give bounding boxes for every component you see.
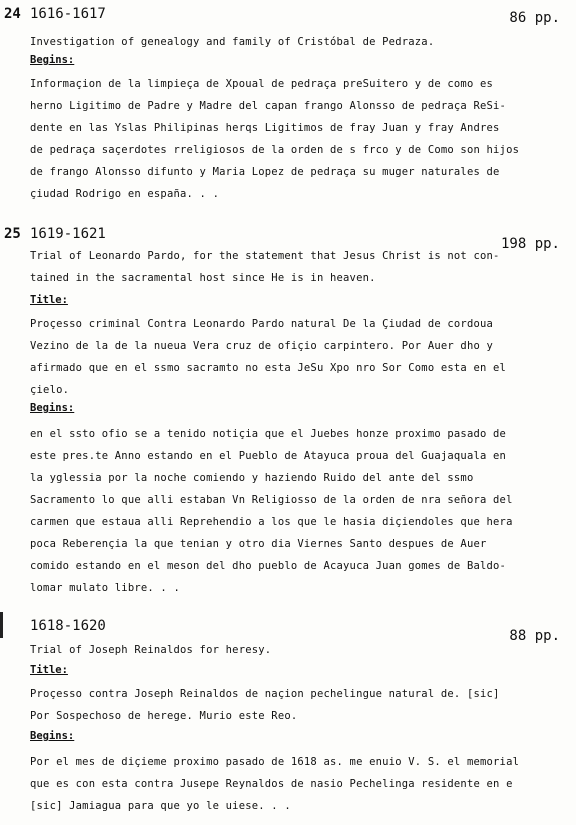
- begins-line: de pedraça saçerdotes rreligiosos de la orden de s frco y de Como son hijos: [30, 144, 520, 156]
- entry-dates: 1616-1617: [30, 6, 106, 22]
- title-line: Por Sospechoso de herege. Murio este Reo.: [30, 710, 298, 722]
- begins-line: [sic] Jamiagua para que yo le uiese. . .: [30, 800, 291, 812]
- entry-pages: 88 pp.: [509, 628, 560, 644]
- scan-margin-mark: [0, 612, 3, 638]
- title-line: çielo.: [30, 384, 70, 396]
- entry-dates: 1619-1621: [30, 226, 106, 242]
- begins-line: herno Ligitimo de Padre y Madre del capan frango Alonsso de pedraça ReSi-: [30, 100, 507, 112]
- begins-line: Informaçion de la limpieça de Xpoual de pedraça preSuitero y de como es: [30, 78, 494, 90]
- begins-line: Sacramento lo que alli estaban Vn Religiosso de la orden de nra señora del: [30, 494, 513, 506]
- title-line: Proçesso contra Joseph Reinaldos de naçion pechelingue natural de. [sic]: [30, 688, 500, 700]
- title-line: Vezino de la de la nueua Vera cruz de ofiçio carpintero. Por Auer dho y: [30, 340, 494, 352]
- title-label: Title:: [30, 664, 68, 676]
- begins-line: poca Reberençia la que tenian y otro dia Viernes Santo despues de Auer: [30, 538, 487, 550]
- entry-dates: 1618-1620: [30, 618, 106, 634]
- begins-line: en el ssto ofio se a tenido notiçia que el Juebes honze proximo pasado de: [30, 428, 507, 440]
- entry-description-line: tained in the sacramental host since He is in heaven.: [30, 272, 376, 284]
- begins-label: Begins:: [30, 730, 75, 742]
- begins-line: Por el mes de diçieme proximo pasado de 1618 as. me enuio V. S. el memorial: [30, 756, 520, 768]
- begins-line: la yglessia por la noche comiendo y haziendo Ruido del ante del ssmo: [30, 472, 474, 484]
- entry-pages: 198 pp.: [500, 236, 560, 252]
- entry-description-line: Trial of Leonardo Pardo, for the statement that Jesus Christ is not con-: [30, 250, 500, 262]
- begins-line: de frango Alonsso difunto y Maria Lopez de pedraça su muger naturales de: [30, 166, 500, 178]
- title-label: Title:: [30, 294, 68, 306]
- begins-label: Begins:: [30, 54, 75, 66]
- begins-label: Begins:: [30, 402, 75, 414]
- begins-line: este pres.te Anno estando en el Pueblo de Atayuca proua del Guajaquala en: [30, 450, 507, 462]
- title-line: Proçesso criminal Contra Leonardo Pardo natural De la Çiudad de cordoua: [30, 318, 494, 330]
- entry-description-line: Investigation of genealogy and family of Cristóbal de Pedraza.: [30, 36, 435, 48]
- entry-number: 25: [4, 226, 21, 242]
- begins-line: lomar mulato libre. . .: [30, 582, 180, 594]
- entry-pages: 86 pp.: [509, 10, 560, 26]
- entry-description-line: Trial of Joseph Reinaldos for heresy.: [30, 644, 272, 656]
- begins-line: comido estando en el meson del dho pueblo de Acayuca Juan gomes de Baldo-: [30, 560, 507, 572]
- begins-line: que es con esta contra Jusepe Reynaldos de nasio Pechelinga residente en e: [30, 778, 513, 790]
- begins-line: dente en las Yslas Philipinas herqs Ligitimos de fray Juan y fray Andres: [30, 122, 500, 134]
- begins-line: çiudad Rodrigo en españa. . .: [30, 188, 220, 200]
- entry-number: 24: [4, 6, 21, 22]
- title-line: afirmado que en el ssmo sacramto no esta JeSu Xpo nro Sor Como esta en el: [30, 362, 507, 374]
- begins-line: carmen que estaua alli Reprehendio a los que le hasia diçiendoles que hera: [30, 516, 513, 528]
